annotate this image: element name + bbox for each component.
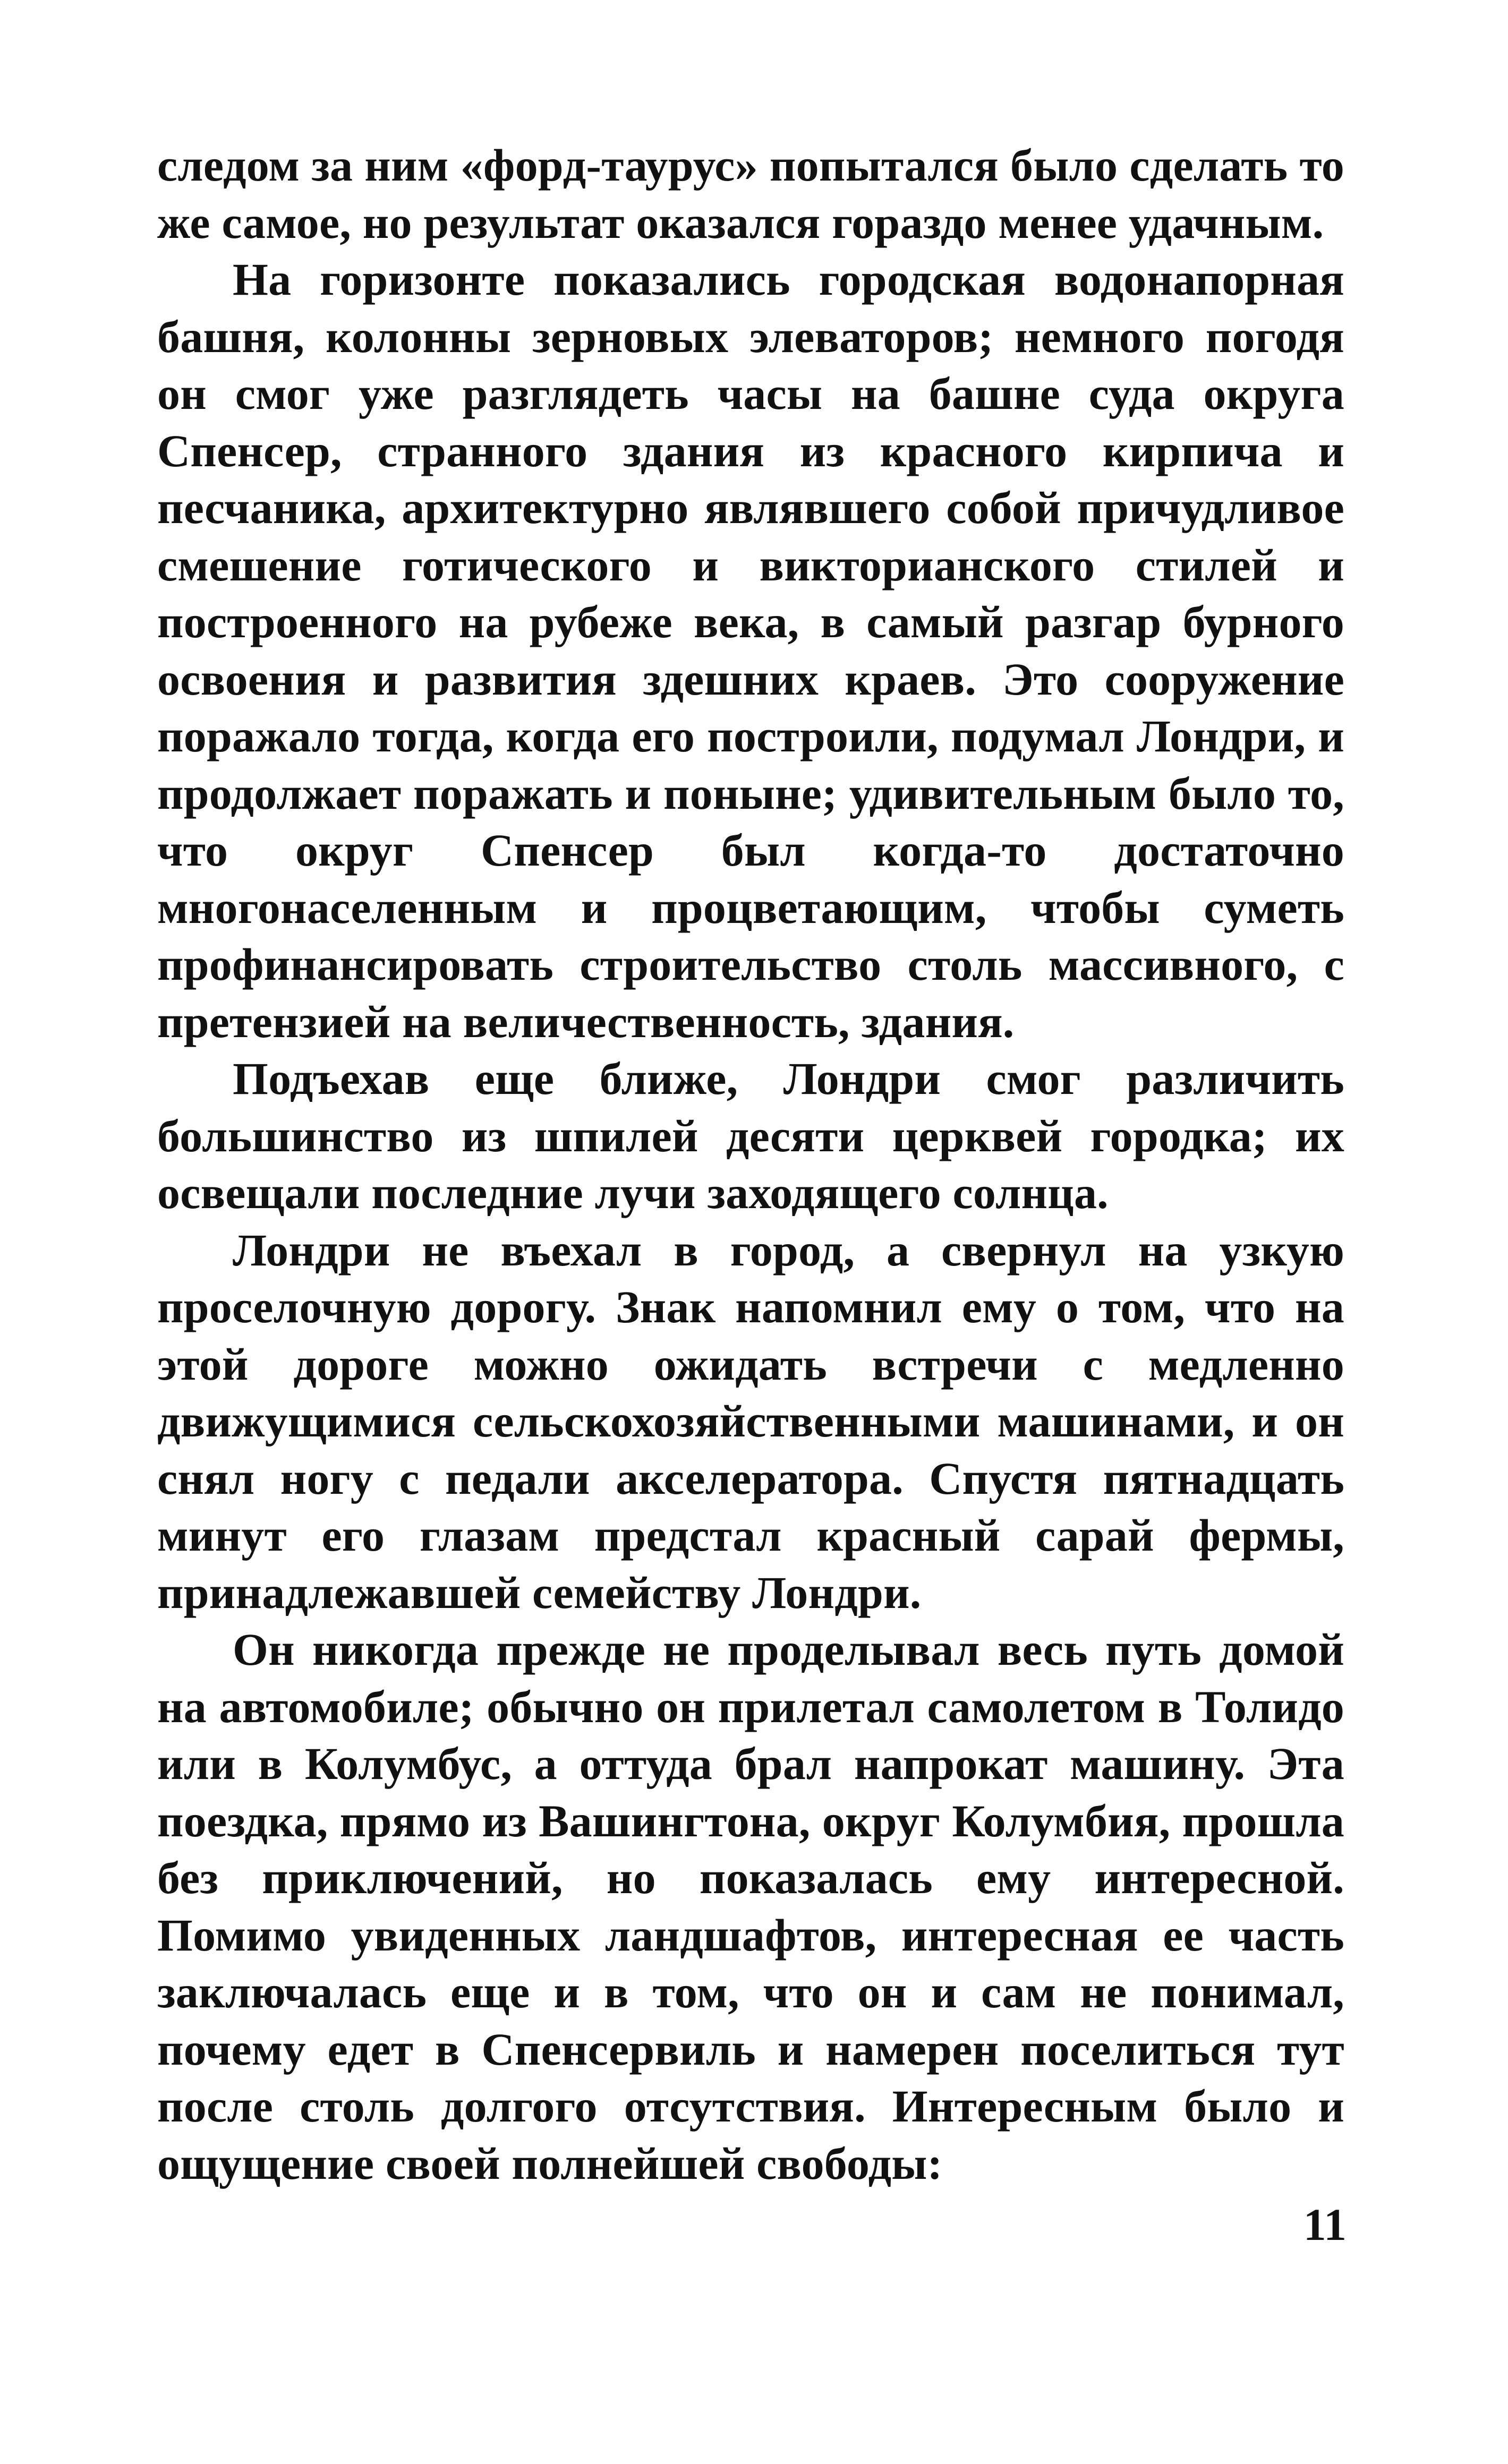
paragraph: Лондри не въехал в город, а свернул на узкую проселочную дорогу. Знак напомнил ему о том, что на этой дороге можно ожидать встречи с медленно движущимися сельскохозяйственными машинами, и он снял ногу с педали акселератора. Спустя пятнадцать минут его глазам предстал красный сарай фермы, принадлежавшей семейству Лондри. bbox=[157, 1224, 1344, 1618]
body-text bbox=[157, 137, 1344, 2192]
paragraph: На горизонте показались городская водонапорная башня, колонны зерновых элеваторов; немного погодя он смог уже разглядеть часы на башне суда округа Спенсер, странного здания из красного кирпича и песчаника, архитектурно являвшего собой причудливое смешение готического и викторианского стилей и построенного на рубеже века, в самый разгар бурного освоения и развития здешних краев. Это сооружение поражало тогда, когда его построили, подумал Лондри, и продолжает поражать и поныне; удивительным было то, что округ Спенсер был когда-то достаточно многонаселенным и процветающим, чтобы суметь профинансировать строительство столь массивного, с претензией на величественность, здания. bbox=[157, 254, 1344, 1047]
paragraph: следом за ним «форд-таурус» попытался было сделать то же самое, но результат оказался гораздо менее удачным. bbox=[157, 140, 1344, 248]
paragraph: Подъехав еще ближе, Лондри смог различить большинство из шпилей десяти церквей городка; их освещали последние лучи заходящего солнца. bbox=[157, 1053, 1344, 1218]
paragraph: Он никогда прежде не проделывал весь путь домой на автомобиле; обычно он прилетал самолетом в Толидо или в Колумбус, а оттуда брал напрокат машину. Эта поездка, прямо из Вашингтона, округ Колумбия, прошла без приключений, но показалась ему интересной. Помимо увиденных ландшафтов, интересная ее часть заключалась еще и в том, что он и сам не понимал, почему едет в Спенсервиль и намерен поселиться тут после столь долгого отсутствия. Интересным было и ощущение своей полнейшей свободы: bbox=[157, 1624, 1344, 2189]
page-number: 11 bbox=[1303, 2199, 1347, 2250]
